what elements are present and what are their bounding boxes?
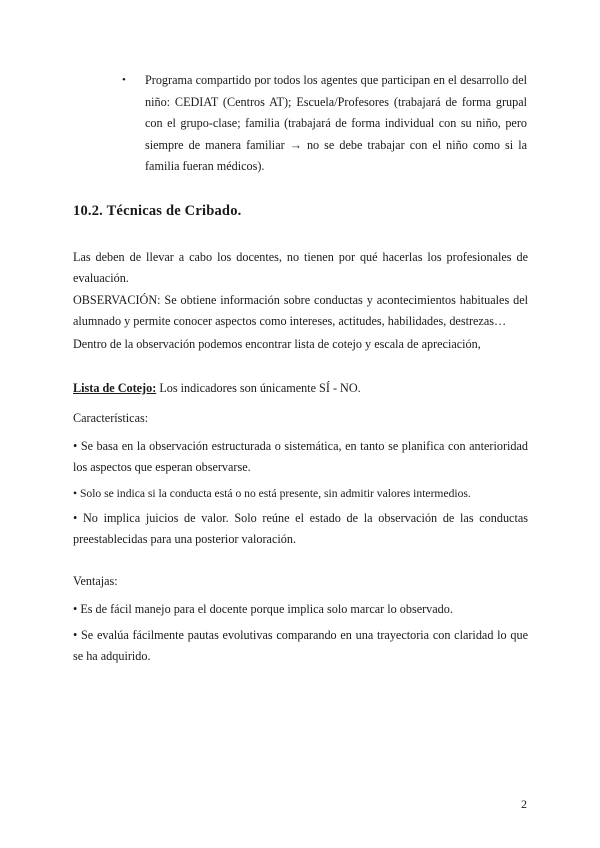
- ventaja-item: • Es de fácil manejo para el docente porque implica solo marcar lo observado.: [73, 602, 453, 616]
- paragraph-dentro-observacion: Dentro de la observación podemos encontrar lista de cotejo y escala de apreciación,: [73, 337, 481, 351]
- caracteristicas-heading: Características:: [73, 411, 149, 425]
- caracteristica-item: • Solo se indica si la conducta está o no está presente, sin admitir valores intermedios.: [73, 487, 471, 500]
- lista-cotejo-text: Los indicadores son únicamente SÍ - NO.: [156, 381, 361, 395]
- page-number: 2: [521, 797, 527, 811]
- caracteristica-item: • Se basa en la observación estructurada o sistemática, en tanto se planifica con anterioridad los aspectos que esperan observarse.: [73, 439, 528, 474]
- caracteristica-item: • No implica juicios de valor. Solo reúne el estado de la observación de las conductas preestablecidas para una posterior valoración.: [73, 511, 528, 546]
- lista-cotejo-label: Lista de Cotejo:: [73, 381, 157, 395]
- ventajas-heading: Ventajas:: [73, 574, 118, 588]
- paragraph-docentes: Las deben de llevar a cabo los docentes, no tienen por qué hacerlas los profesionales de evaluación.: [73, 250, 528, 285]
- bullet-marker: •: [122, 74, 126, 86]
- lista-cotejo-line: [73, 378, 528, 399]
- section-heading: 10.2. Técnicas de Cribado.: [73, 203, 242, 219]
- bullet-list-item: [122, 70, 527, 178]
- bullet-text: Programa compartido por todos los agentes que participan en el desarrollo del niño: CEDIAT (Centros AT); Escuela/Profesores (trabajará de forma grupal con el grupo-clase; familia (trabajará de forma individual con su niño, pero siempre de manera familiar → no se debe trabajar con el niño como si la familia fueran médicos).: [145, 73, 527, 173]
- ventaja-item: • Se evalúa fácilmente pautas evolutivas comparando en una trayectoria con claridad lo que se ha adquirido.: [73, 628, 528, 663]
- paragraph-observacion: OBSERVACIÓN: Se obtiene información sobre conductas y acontecimientos habituales del alumnado y permite conocer aspectos como intereses, actitudes, habilidades, destrezas…: [73, 293, 528, 328]
